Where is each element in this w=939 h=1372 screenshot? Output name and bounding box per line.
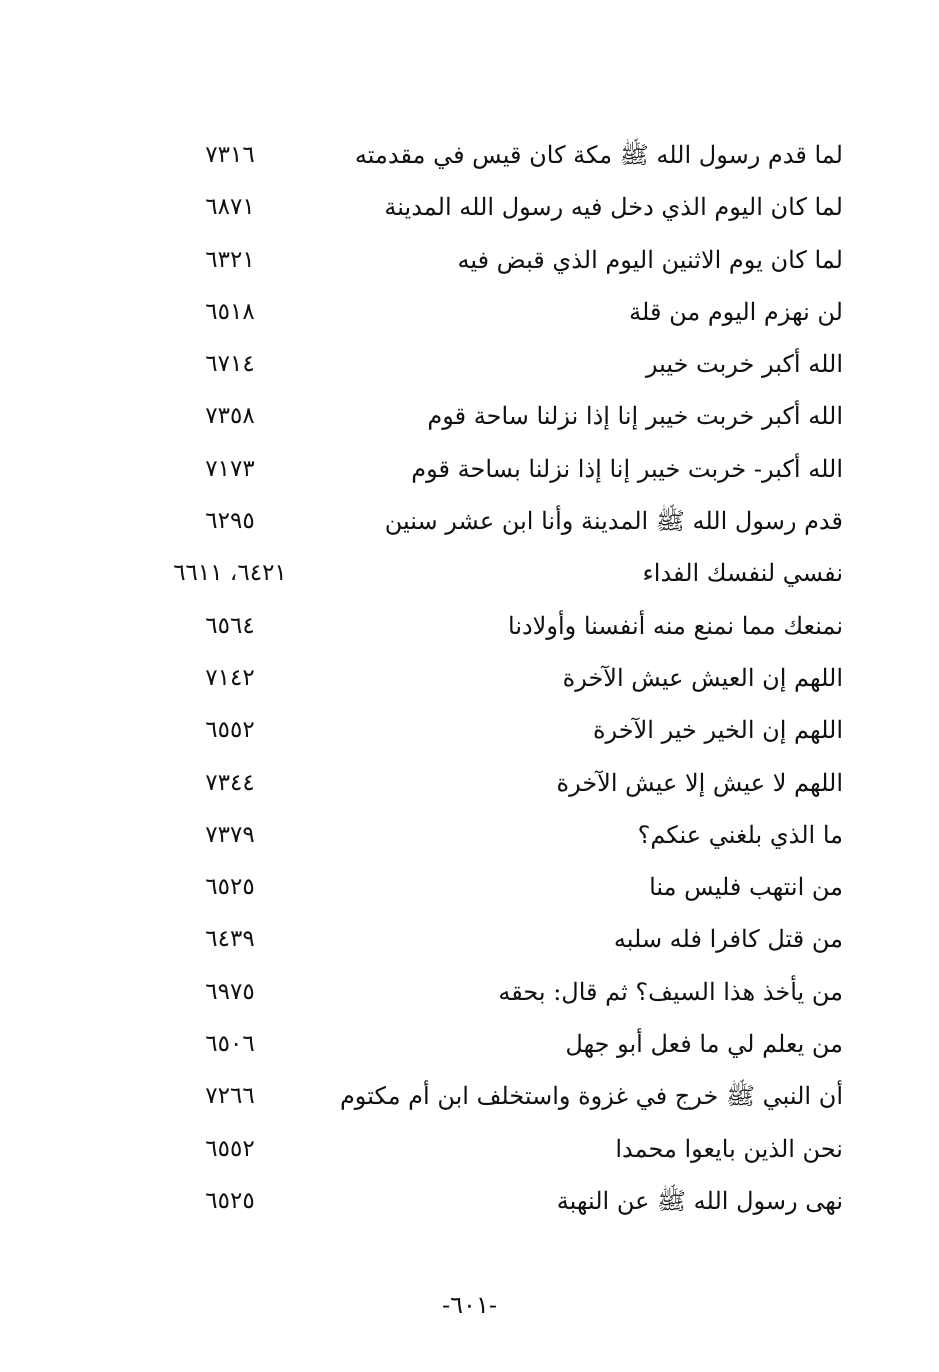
entry-text: نحن الذين بايعوا محمدا [615, 1134, 843, 1163]
page-number: -٦٠١- [442, 1291, 497, 1319]
entry-text: ما الذي بلغني عنكم؟ [637, 820, 843, 849]
index-entry [0, 758, 939, 810]
entry-ref: ٧٣١٦ [205, 142, 255, 168]
entry-text: اللهم إن الخير خير الآخرة [592, 716, 843, 745]
index-entry [0, 444, 939, 496]
entry-text: الله أكبر خربت خيبر [645, 350, 843, 379]
index-entry [0, 496, 939, 548]
index-entry [0, 1071, 939, 1123]
index-entry [0, 1124, 939, 1176]
entry-ref: ٦٥٢٥ [205, 1187, 255, 1214]
index-entry [0, 130, 939, 182]
entry-ref: ٦٥٥٢ [205, 717, 255, 744]
entry-text: لن نهزم اليوم من قلة [629, 297, 843, 326]
index-entry [0, 862, 939, 914]
entry-text: من يأخذ هذا السيف؟ ثم قال: بحقه [498, 977, 843, 1006]
entry-text: من يعلم لي ما فعل أبو جهل [565, 1030, 843, 1059]
index-entry [0, 1019, 939, 1071]
entry-text: لما قدم رسول الله ﷺ مكة كان قيس في مقدمته [354, 141, 843, 169]
entry-text: اللهم لا عيش إلا عيش الآخرة [556, 768, 843, 797]
entry-text: الله أكبر- خربت خيبر إنا إذا نزلنا بساحة قوم [411, 454, 843, 483]
index-entry [0, 810, 939, 862]
entry-ref: ٧١٧٣ [205, 455, 255, 482]
entry-ref: ٦٩٧٥ [205, 978, 255, 1005]
entry-ref: ٦٤٣٩ [205, 926, 255, 953]
entry-text: لما كان يوم الاثنين اليوم الذي قبض فيه [457, 245, 843, 274]
entry-text: اللهم إن العيش عيش الآخرة [562, 663, 843, 692]
entry-ref: ٦٤٢١، ٦٦١١ [173, 560, 287, 587]
index-entry [0, 1176, 939, 1228]
entry-text: نمنعك مما نمنع منه أنفسنا وأولادنا [508, 611, 843, 640]
index-entry [0, 653, 939, 705]
entry-ref: ٦٥٢٥ [205, 874, 255, 901]
entry-ref: ٦٥٠٦ [205, 1031, 255, 1058]
entry-ref: ٦٥٥٢ [205, 1135, 255, 1162]
entry-text: نهى رسول الله ﷺ عن النهبة [556, 1186, 843, 1215]
entry-text: نفسي لنفسك الفداء [642, 559, 843, 588]
entry-ref: ٦٥٦٤ [205, 612, 255, 639]
index-entry [0, 914, 939, 966]
index-entry [0, 339, 939, 391]
entry-ref: ٦٨٧١ [205, 194, 255, 221]
entry-ref: ٦٢٩٥ [205, 508, 255, 535]
entry-text: من انتهب فليس منا [649, 873, 843, 902]
entry-text: أن النبي ﷺ خرج في غزوة واستخلف ابن أم مكتوم [339, 1082, 843, 1111]
entry-ref: ٦٣٢١ [205, 246, 255, 273]
entry-text: من قتل كافرا فله سلبه [613, 925, 843, 954]
entry-text: لما كان اليوم الذي دخل فيه رسول الله المدينة [384, 193, 843, 222]
index-entry [0, 182, 939, 234]
index-entry [0, 705, 939, 757]
entry-text: الله أكبر خربت خيبر إنا إذا نزلنا ساحة قوم [427, 402, 843, 431]
entry-text: قدم رسول الله ﷺ المدينة وأنا ابن عشر سنين [384, 507, 843, 536]
index-entry [0, 548, 939, 600]
index-entry [0, 235, 939, 287]
entry-ref: ٧٣٥٨ [205, 403, 255, 430]
index-entry [0, 391, 939, 443]
index-list [0, 130, 939, 1228]
entry-ref: ٦٧١٤ [205, 351, 255, 378]
entry-ref: ٧١٤٢ [205, 664, 255, 691]
index-entry [0, 601, 939, 653]
entry-ref: ٧٣٤٤ [205, 769, 255, 796]
index-entry [0, 287, 939, 339]
entry-ref: ٧٣٧٩ [205, 821, 255, 848]
entry-ref: ٦٥١٨ [205, 298, 255, 325]
index-entry [0, 967, 939, 1019]
entry-ref: ٧٢٦٦ [205, 1083, 255, 1110]
